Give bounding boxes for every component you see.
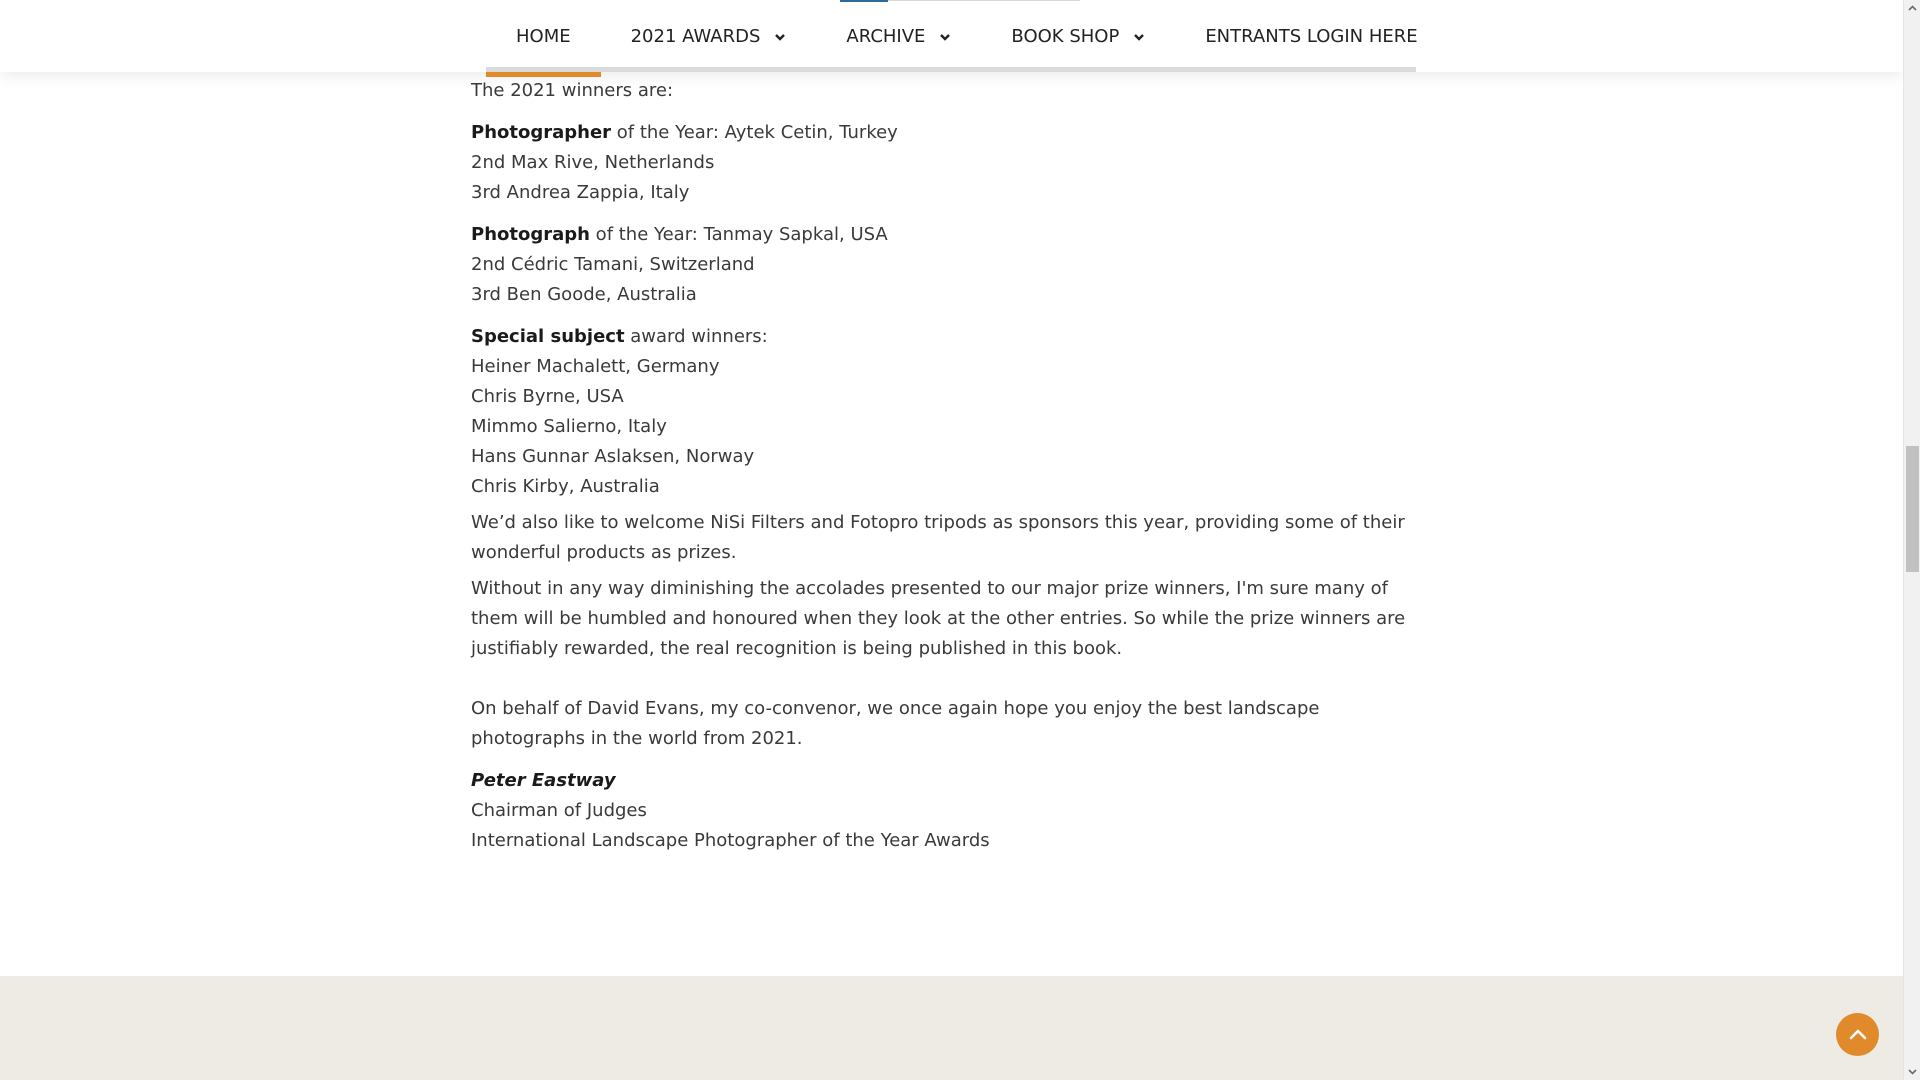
- photograph-heading: Photograph: [471, 224, 590, 245]
- nav-item-archive[interactable]: [816, 14, 981, 72]
- article-content: [471, 76, 1431, 856]
- special-winner: Mimmo Salierno, Italy: [471, 416, 667, 437]
- special-subject-heading: Special subject: [471, 326, 625, 347]
- footer-background: [0, 976, 1903, 1080]
- chevron-down-icon: [774, 31, 786, 43]
- reading-progress-bar: [840, 0, 1080, 1]
- photographer-of-year: [471, 118, 1431, 148]
- reading-progress-fill: [840, 0, 888, 2]
- nav-item-book-shop-label: BOOK SHOP: [1011, 26, 1120, 47]
- winners-intro: The 2021 winners are:: [471, 80, 674, 101]
- scroll-down-arrow-icon[interactable]: [1907, 1066, 1918, 1077]
- special-winner: Chris Kirby, Australia: [471, 476, 660, 497]
- photographer-heading: Photographer: [471, 122, 612, 143]
- scrollbar-thumb[interactable]: [1906, 446, 1919, 572]
- photograph-second: 2nd Cédric Tamani, Switzerland: [471, 254, 755, 275]
- special-winner: Heiner Machalett, Germany: [471, 356, 720, 377]
- nav-item-home-label: HOME: [516, 26, 571, 47]
- nav-item-entrants-login[interactable]: [1175, 14, 1447, 72]
- photographer-second: 2nd Max Rive, Netherlands: [471, 152, 715, 173]
- special-subject-heading-line: [471, 322, 1431, 352]
- scroll-up-arrow-icon[interactable]: [1907, 3, 1918, 14]
- back-to-top-button[interactable]: [1836, 1013, 1879, 1056]
- chevron-down-icon: [1133, 31, 1145, 43]
- signature-organization: International Landscape Photographer of the Year Awards: [471, 830, 990, 851]
- main-navigation: [0, 0, 1903, 72]
- chevron-down-icon: [939, 31, 951, 43]
- photograph-third: 3rd Ben Goode, Australia: [471, 284, 697, 305]
- nav-menu: [486, 14, 1416, 72]
- nav-item-2021-awards[interactable]: [601, 14, 817, 72]
- special-winner: Hans Gunnar Aslaksen, Norway: [471, 446, 755, 467]
- nav-item-book-shop[interactable]: [981, 14, 1175, 72]
- chevron-up-icon: [1847, 1024, 1869, 1046]
- photograph-winner: of the Year: Tanmay Sapkal, USA: [589, 224, 888, 245]
- special-subject-rest: award winners:: [624, 326, 768, 347]
- recognition-paragraph: Without in any way diminishing the accolades presented to our major prize winners, I'm sure many of them will be humbled and honoured when they look at the other entries. So while the prize winners are justifiably rewarded, the real recognition is being published in this book.: [471, 578, 1406, 659]
- photograph-of-year: [471, 220, 1431, 250]
- photographer-winner: of the Year: Aytek Cetin, Turkey: [611, 122, 898, 143]
- nav-item-2021-awards-label: 2021 AWARDS: [630, 26, 761, 47]
- nav-item-archive-label: ARCHIVE: [846, 26, 926, 47]
- page-scrollbar[interactable]: [1903, 0, 1920, 1080]
- signature-title: Chairman of Judges: [471, 800, 647, 821]
- signature-name: Peter Eastway: [471, 770, 616, 791]
- photographer-third: 3rd Andrea Zappia, Italy: [471, 182, 690, 203]
- nav-item-entrants-login-label: ENTRANTS LOGIN HERE: [1205, 26, 1418, 47]
- closing-paragraph: On behalf of David Evans, my co-convenor, we once again hope you enjoy the best landscape photographs in the world from 2021.: [471, 698, 1320, 749]
- special-winner: Chris Byrne, USA: [471, 386, 624, 407]
- sponsors-paragraph: We’d also like to welcome NiSi Filters and Fotopro tripods as sponsors this year, providing some of their wonderful products as prizes.: [471, 512, 1405, 563]
- nav-item-home[interactable]: [486, 14, 601, 72]
